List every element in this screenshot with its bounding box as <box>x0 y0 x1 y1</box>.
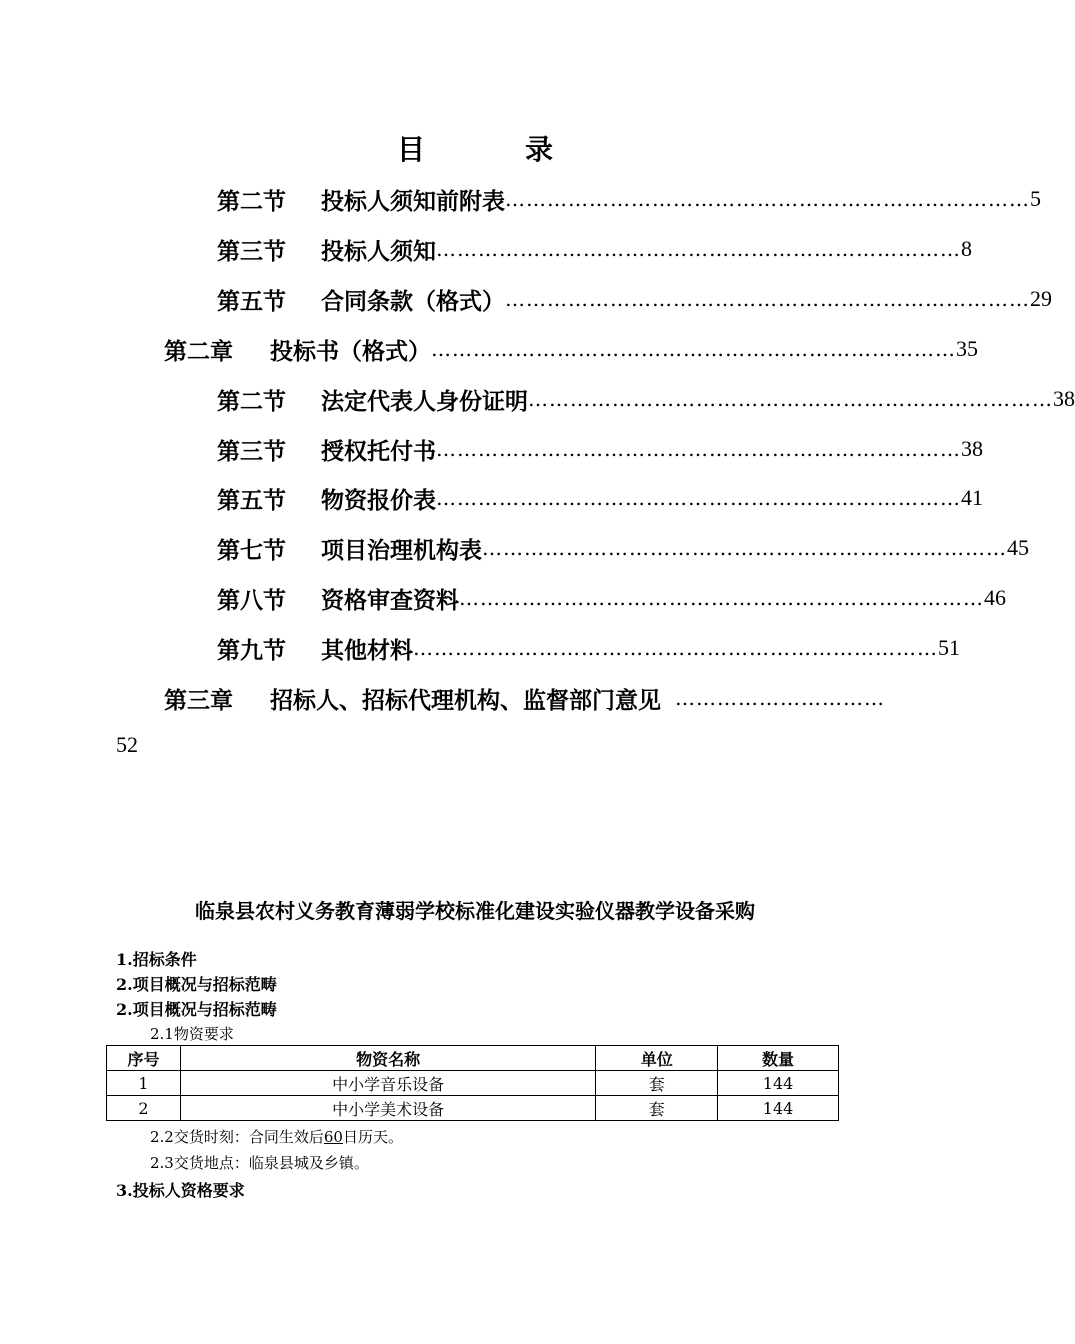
toc-leader-dots: ………………………… <box>675 686 885 710</box>
toc-entry-title: 资格审查资料 <box>321 586 459 614</box>
toc-leader-dots: ………………………………………………………………… <box>436 486 961 510</box>
toc-entry[interactable] <box>217 432 983 466</box>
toc-entry-title: 投标书（格式） <box>270 337 431 365</box>
toc-entry-page: 51 <box>938 635 960 660</box>
toc-leader-dots: ………………………………………………………………… <box>436 237 961 261</box>
toc-entry-label: 第三章 <box>164 686 233 714</box>
toc-entry[interactable] <box>217 382 1075 416</box>
toc-entry-page: 29 <box>1030 286 1052 311</box>
document-title: 临泉县农村义务教育薄弱学校标准化建设实验仪器教学设备采购 <box>195 899 755 923</box>
toc-entry-label: 第八节 <box>217 586 286 614</box>
toc-entry[interactable] <box>164 332 978 366</box>
toc-entry-page: 38 <box>1053 386 1075 411</box>
toc-leader-dots: ………………………………………………………………… <box>413 636 938 660</box>
toc-entry-title: 物资报价表 <box>321 486 436 514</box>
column-header: 数量 <box>718 1046 839 1071</box>
delivery-days: 60 <box>323 1128 343 1146</box>
toc-entry-label: 第二章 <box>164 337 233 365</box>
toc-entry-label: 第二节 <box>217 187 286 215</box>
column-header: 单位 <box>596 1046 718 1071</box>
subsection-label: 2.1物资要求 <box>150 1025 234 1043</box>
column-header: 物资名称 <box>180 1046 595 1071</box>
toc-entry-page: 52 <box>116 732 138 757</box>
section-heading: 3.投标人资格要求 <box>116 1181 245 1200</box>
table-row <box>107 1096 839 1121</box>
toc-leader-dots: ………………………………………………………………… <box>505 187 1030 211</box>
toc-entry[interactable] <box>217 631 960 665</box>
table-cell: 中小学音乐设备 <box>180 1071 595 1096</box>
toc-entry-label: 第三节 <box>217 437 286 465</box>
delivery-time-suffix: 日历天。 <box>342 1128 403 1146</box>
toc-entry-page: 45 <box>1007 535 1029 560</box>
table-cell: 144 <box>718 1071 839 1096</box>
toc-entry-title: 其他材料 <box>321 636 413 664</box>
toc-entry-page: 5 <box>1030 186 1041 211</box>
delivery-time-prefix: 2.2交货时刻：合同生效后 <box>150 1128 324 1146</box>
table-header-row <box>107 1046 839 1071</box>
toc-entry-page: 8 <box>961 236 972 261</box>
toc-entry[interactable] <box>217 182 1041 216</box>
toc-entry[interactable] <box>217 232 972 266</box>
toc-title-left: 目 <box>396 133 425 166</box>
toc-title-right: 录 <box>525 133 554 166</box>
toc-entry-page: 35 <box>956 336 978 361</box>
section-heading: 2.项目概况与招标范畴 <box>116 975 277 994</box>
toc-leader-dots: ………………………………………………………………… <box>436 437 961 461</box>
toc-entry[interactable] <box>217 481 983 515</box>
toc-entry[interactable] <box>217 581 1006 615</box>
toc-entry[interactable] <box>217 531 1029 565</box>
section-heading: 2.项目概况与招标范畴 <box>116 1000 277 1019</box>
toc-entry-label: 第九节 <box>217 636 286 664</box>
toc-entry-title: 合同条款（格式） <box>321 287 505 315</box>
toc-entry-title: 投标人须知前附表 <box>321 187 505 215</box>
toc-entry-title: 投标人须知 <box>321 237 436 265</box>
column-header: 序号 <box>107 1046 181 1071</box>
toc-entry-label: 第五节 <box>217 486 286 514</box>
table-cell: 144 <box>718 1096 839 1121</box>
toc-entry-page: 38 <box>961 436 983 461</box>
toc-entry-title: 项目治理机构表 <box>321 536 482 564</box>
materials-table <box>106 1045 839 1121</box>
toc-leader-dots: ………………………………………………………………… <box>505 287 1030 311</box>
toc-entry-title: 法定代表人身份证明 <box>321 387 528 415</box>
toc-entry-title: 招标人、招标代理机构、监督部门意见 <box>270 686 661 714</box>
toc-entry[interactable] <box>217 282 1052 316</box>
toc-entry-label: 第三节 <box>217 237 286 265</box>
table-cell: 中小学美术设备 <box>180 1096 595 1121</box>
toc-entry-title: 授权托付书 <box>321 437 436 465</box>
toc-title <box>0 128 950 168</box>
toc-leader-dots: ………………………………………………………………… <box>482 536 1007 560</box>
toc-entry-label: 第七节 <box>217 536 286 564</box>
toc-entry-label: 第二节 <box>217 387 286 415</box>
delivery-time-text <box>150 1126 403 1147</box>
delivery-place-text: 2.3交货地点：临泉县城及乡镇。 <box>150 1154 369 1172</box>
toc-entry[interactable] <box>164 681 885 715</box>
toc-leader-dots: ………………………………………………………………… <box>528 387 1053 411</box>
toc-entry-page: 46 <box>984 585 1006 610</box>
toc-leader-dots: ………………………………………………………………… <box>459 586 984 610</box>
table-cell: 1 <box>107 1071 181 1096</box>
table-row <box>107 1071 839 1096</box>
table-cell: 套 <box>596 1071 718 1096</box>
table-cell: 2 <box>107 1096 181 1121</box>
toc-leader-dots: ………………………………………………………………… <box>431 337 956 361</box>
section-heading: 1.招标条件 <box>116 950 197 969</box>
table-cell: 套 <box>596 1096 718 1121</box>
toc-entry-label: 第五节 <box>217 287 286 315</box>
toc-entry-page: 41 <box>961 485 983 510</box>
